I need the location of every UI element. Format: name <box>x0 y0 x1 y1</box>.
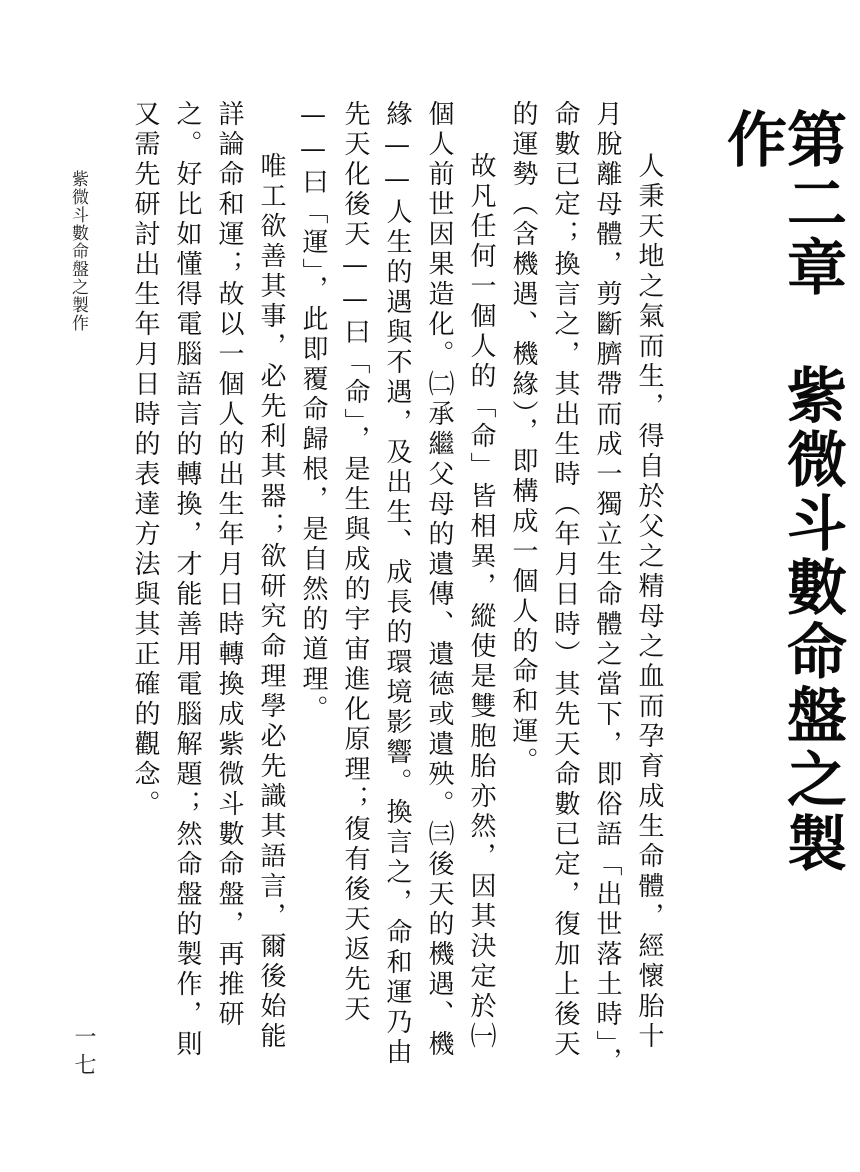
paragraph-1: 人秉天地之氣而生，得自於父之精母之血而孕育成生命體，經懷胎十月脫離母體，剪斷臍帶而成一獨立生命體之當下，即俗語「出世落土時」，命數已定；換言之，其出生時（年月日時）其先天命數已定，復加上後天的運勢（含機遇、機緣），即構成一個人的命和運。 <box>508 100 664 1077</box>
paragraph-2: 故凡任何一個人的「命」皆相異，縱使是雙胞胎亦然，因其決定於㈠個人前世因果造化。㈡承繼父母的遺傳、遺德或遺殃。㈢後天的機遇、機緣——人生的遇與不遇，及出生、成長的環境影響。換言之，命和運乃由先天化後天——曰「命」，是生與成的宇宙進化原理；復有後天返先天——曰「運」，此即覆命歸根，是自然的道理。 <box>298 100 496 1068</box>
chapter-number: 第二章 <box>777 108 847 300</box>
chapter-heading <box>717 108 847 908</box>
page-number: 一七 <box>71 1025 96 1081</box>
paragraph-3: 唯工欲善其事，必先利其器；欲研究命理學必先識其語言，爾後始能詳論命和運；故以一個人的出生年月日時轉換成紫微斗數命盤，再推研之。好比如懂得電腦語言的轉換，才能善用電腦解題；然命盤的製作，則又需先研討出生年月日時的表達方法與其正確的觀念。 <box>130 100 286 1060</box>
chapter-title: 紫微斗數命盤之製作 <box>717 108 847 876</box>
running-title: 紫微斗數命盤之製作 <box>68 170 88 332</box>
body-text <box>124 100 670 1080</box>
